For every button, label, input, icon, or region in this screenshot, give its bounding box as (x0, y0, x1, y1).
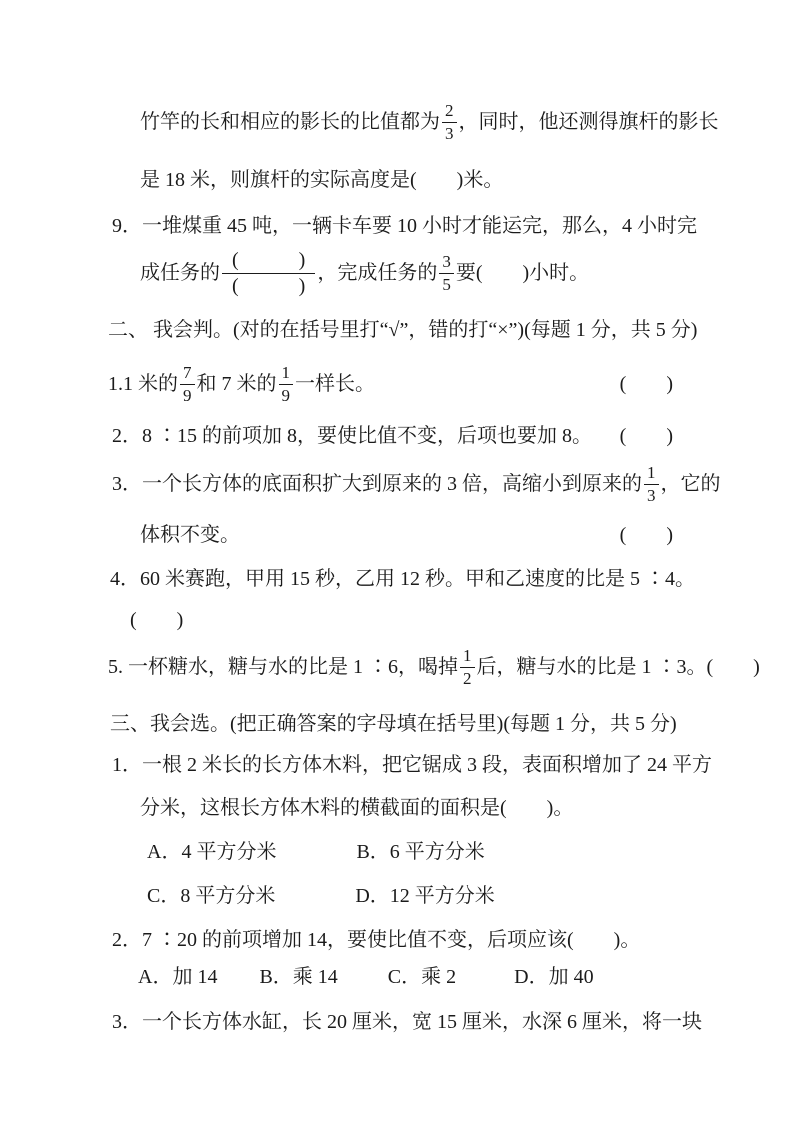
text-run: 二、 我会判。(对的在括号里打“√”，错的打“×”)(每题 1 分，共 5 分) (108, 319, 698, 341)
choice-q1-options-ab (147, 837, 485, 867)
fraction-numerator: 7 (180, 363, 195, 385)
fraction-numerator: 3 (439, 252, 454, 274)
text-run: 9．一堆煤重 45 吨，一辆卡车要 10 小时才能运完，那么，4 小时完 (112, 215, 697, 237)
judge-q3-line2 (140, 520, 673, 550)
fraction (180, 363, 195, 405)
text-run: 4．60 米赛跑，甲用 15 秒，乙用 12 秒。甲和乙速度的比是 5 ∶4。 (110, 568, 695, 590)
judge-q4-line1 (110, 564, 695, 594)
fraction-denominator: 3 (647, 485, 656, 505)
fraction-numerator: 1 (460, 646, 475, 668)
fraction-denominator: 3 (445, 123, 454, 143)
fraction (222, 249, 315, 298)
q8-continuation-line1 (140, 96, 719, 148)
text-run: 竹竿的长和相应的影长的比值都为 (140, 111, 440, 133)
judge-q1 (108, 355, 673, 413)
text-run: 是 18 米，则旗杆的实际高度是( )米。 (140, 169, 504, 191)
choice-q3-line1 (112, 1007, 702, 1037)
answer-bracket: ( ) (619, 425, 673, 447)
fraction-denominator: 9 (281, 385, 290, 405)
text-run: C．乘 2 (387, 966, 457, 988)
judge-q2 (112, 421, 673, 451)
text-run: 三、我会选。(把正确答案的字母填在括号里)(每题 1 分，共 5 分) (110, 713, 677, 735)
fraction-numerator: 2 (442, 101, 457, 123)
text-run: 体积不变。 (140, 524, 240, 546)
fraction (439, 252, 454, 294)
fraction-numerator: ( ) (222, 249, 315, 274)
q8-continuation-line2 (140, 165, 503, 195)
judge-q5 (108, 638, 760, 696)
text-run: 分米，这根长方体木料的横截面的面积是( )。 (140, 797, 574, 819)
answer-bracket: ( ) (619, 373, 673, 395)
fraction-denominator: 2 (463, 668, 472, 688)
fraction (442, 101, 457, 143)
text-run: B．乘 14 (259, 966, 338, 988)
text-run: A．加 14 (138, 966, 218, 988)
judge-q3-line1 (112, 455, 721, 513)
q9-line2 (140, 244, 589, 302)
choice-q1-options-cd (147, 881, 495, 911)
text-run: ，同时，他还测得旗杆的影长 (458, 111, 719, 133)
text-run: 2．7 ∶20 的前项增加 14，要使比值不变，后项应该( )。 (112, 929, 641, 951)
fraction-numerator: 1 (279, 363, 294, 385)
text-run: D．加 40 (514, 966, 594, 988)
answer-bracket: ( ) (619, 524, 673, 546)
section3-heading (110, 709, 677, 739)
text-run: 后，糖与水的比是 1 ∶3。( ) (476, 656, 760, 678)
text-run: ( ) (130, 609, 184, 631)
fraction-denominator: 5 (442, 274, 451, 294)
text-run: ，完成任务的 (317, 262, 438, 284)
text-run: 5. 一杯糖水，糖与水的比是 1 ∶6，喝掉 (108, 656, 458, 678)
text-run: 1.1 米的 (108, 373, 178, 395)
choice-q1-line2 (140, 793, 573, 823)
text-run: 一样长。 (295, 373, 375, 395)
text-run: 3．一个长方体的底面积扩大到原来的 3 倍，高缩小到原来的 (112, 473, 642, 495)
fraction-numerator: 1 (644, 463, 659, 485)
fraction (279, 363, 294, 405)
text-run: B．6 平方分米 (356, 841, 485, 863)
choice-q2 (112, 925, 640, 955)
text-run: C．8 平方分米 (147, 885, 276, 907)
text-run: D．12 平方分米 (355, 885, 495, 907)
fraction (460, 646, 475, 688)
text-run: 2．8 ∶15 的前项加 8，要使比值不变，后项也要加 8。 (112, 425, 592, 447)
text-run: 和 7 米的 (196, 373, 277, 395)
text-run: 要( )小时。 (455, 262, 590, 284)
text-run: A．4 平方分米 (147, 841, 277, 863)
choice-q2-options (138, 962, 594, 992)
fraction (644, 463, 659, 505)
fraction-denominator: 9 (183, 385, 192, 405)
choice-q1-line1 (112, 750, 712, 780)
q9-line1 (112, 211, 697, 241)
fraction-denominator: ( ) (232, 274, 306, 297)
text-run: 1．一根 2 米长的长方体木料，把它锯成 3 段，表面积增加了 24 平方 (112, 754, 712, 776)
text-run: 3．一个长方体水缸，长 20 厘米，宽 15 厘米，水深 6 厘米，将一块 (112, 1011, 702, 1033)
section2-heading (108, 315, 697, 345)
judge-q4-line2 (130, 605, 183, 635)
text-run: 成任务的 (140, 262, 220, 284)
text-run: ，它的 (660, 473, 721, 495)
